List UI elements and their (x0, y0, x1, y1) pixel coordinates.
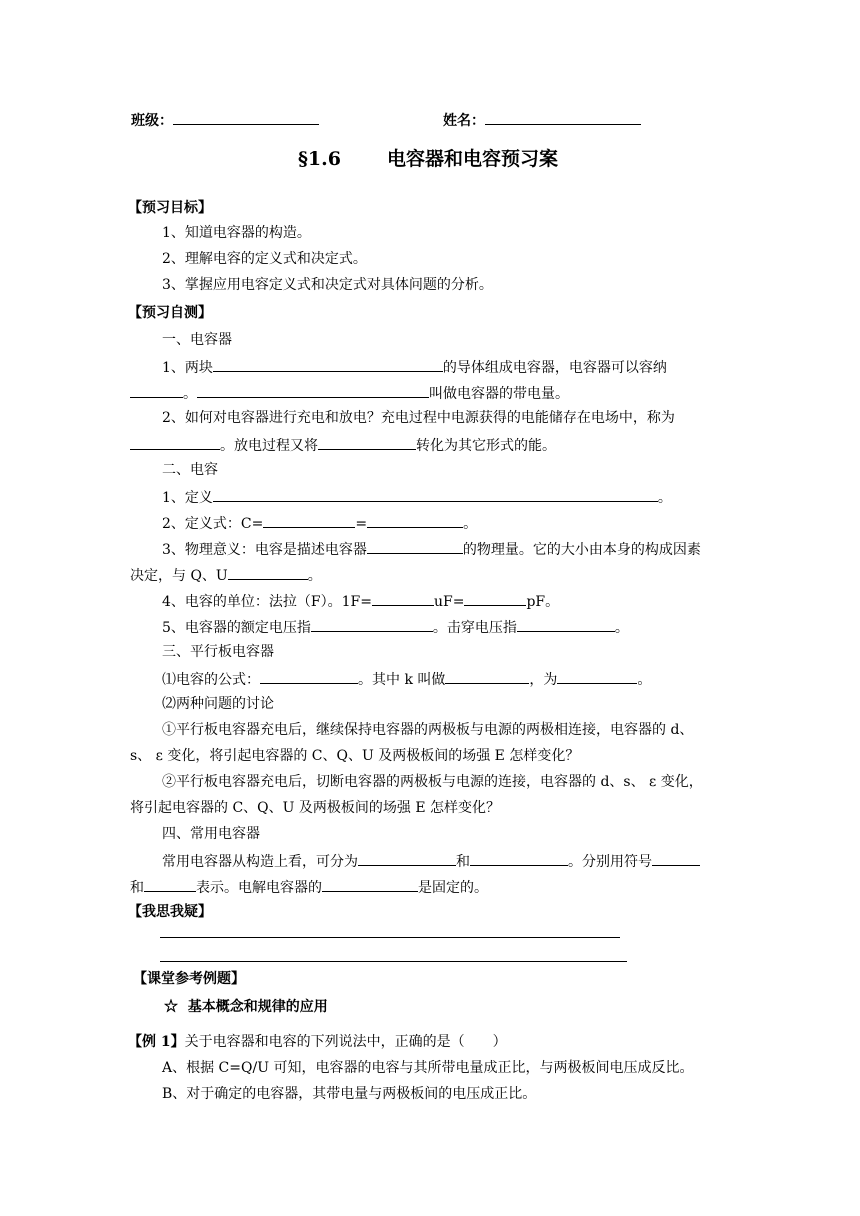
answer-blank[interactable] (213, 357, 443, 372)
title-text: 电容器和电容预习案 (387, 148, 559, 170)
question-line: 和 表示。电解电容器的 是固定的。 (130, 877, 488, 897)
goal-item: 2、理解电容的定义式和决定式。 (162, 251, 367, 267)
answer-blank[interactable] (197, 383, 429, 398)
question-line: 3、物理意义：电容是描述电容器 的物理量。它的大小由本身的构成因素 (162, 539, 701, 559)
section-title-common: 四、常用电容器 (162, 826, 260, 842)
question-line: ②平行板电容器充电后，切断电容器的两极板与电源的连接，电容器的 d、s、 ε 变化， (162, 774, 703, 790)
option-a: A、根据 C=Q/U 可知，电容器的电容与其所带电量成正比，与两极板间电压成反比。 (162, 1060, 694, 1076)
doubt-line[interactable] (160, 961, 627, 962)
answer-blank[interactable] (263, 513, 355, 528)
answer-blank[interactable] (130, 383, 183, 398)
answer-blank[interactable] (372, 591, 434, 606)
answer-blank[interactable] (213, 487, 658, 502)
question-line: 将引起电容器的 C、Q、U 及两极板间的场强 E 怎样变化？ (130, 800, 501, 816)
examples-heading: 【课堂参考例题】 (133, 971, 245, 987)
name-field (443, 110, 641, 130)
examples-subheading: ☆ 基本概念和规律的应用 (164, 999, 328, 1015)
option-b: B、对于确定的电容器，其带电量与两极板间的电压成正比。 (162, 1086, 537, 1102)
answer-blank[interactable] (130, 435, 220, 450)
question-line: 常用电容器从构造上看，可分为 和 。分别用符号 (162, 851, 700, 871)
answer-blank[interactable] (144, 877, 196, 892)
answer-blank[interactable] (322, 877, 418, 892)
section-title-parallel-plate: 三、平行板电容器 (162, 644, 274, 660)
answer-blank[interactable] (470, 851, 568, 866)
answer-blank[interactable] (260, 669, 358, 684)
class-blank[interactable] (173, 110, 319, 125)
answer-blank[interactable] (311, 617, 433, 632)
question-line: 5、电容器的额定电压指 。击穿电压指 。 (162, 617, 629, 637)
question-line: 4、电容的单位：法拉（F）。1F= uF= pF。 (162, 591, 559, 611)
star-icon: ☆ (164, 999, 178, 1015)
question-line: ①平行板电容器充电后，继续保持电容器的两极板与电源的两极相连接，电容器的 d、 (162, 722, 694, 738)
answer-blank[interactable] (652, 851, 700, 866)
section-title-capacitance: 二、电容 (162, 462, 218, 478)
question-line: 1、定义 。 (162, 487, 672, 507)
selftest-heading: 【预习自测】 (128, 305, 212, 321)
name-blank[interactable] (485, 110, 641, 125)
goal-item: 3、掌握应用电容定义式和决定式对具体问题的分析。 (162, 277, 493, 293)
answer-blank[interactable] (367, 513, 463, 528)
answer-blank[interactable] (557, 669, 637, 684)
question-line: 2、如何对电容器进行充电和放电？充电过程中电源获得的电能储存在电场中，称为 (162, 410, 675, 426)
goals-heading: 【预习目标】 (128, 200, 212, 216)
doubts-heading: 【我思我疑】 (128, 904, 212, 920)
answer-blank[interactable] (445, 669, 529, 684)
answer-blank[interactable] (367, 539, 463, 554)
goal-item: 1、知道电容器的构造。 (162, 225, 311, 241)
question-line: 2、定义式：C= = 。 (162, 513, 477, 533)
class-field (131, 110, 319, 130)
example-question: 关于电容器和电容的下列说法中，正确的是（ ） (184, 1034, 507, 1050)
question-line: 决定，与 Q、U 。 (130, 565, 322, 585)
question-line: 。 叫做电容器的带电量。 (130, 383, 569, 403)
section-number: §1.6 (298, 148, 341, 170)
answer-blank[interactable] (318, 435, 416, 450)
question-line: 1、两块 的导体组成电容器，电容器可以容纳 (162, 357, 667, 377)
name-label: 姓名： (443, 113, 485, 129)
question-line: ⑴电容的公式： 。其中 k 叫做 ，为 。 (162, 669, 651, 689)
answer-blank[interactable] (517, 617, 615, 632)
question-line: ⑵两种问题的讨论 (162, 696, 274, 712)
class-label: 班级： (131, 113, 173, 129)
doubt-line[interactable] (160, 937, 620, 938)
example-1 (128, 1033, 507, 1051)
answer-blank[interactable] (228, 565, 308, 580)
answer-blank[interactable] (464, 591, 526, 606)
page-title (298, 144, 558, 171)
question-line: 。放电过程又将 转化为其它形式的能。 (130, 435, 556, 455)
answer-blank[interactable] (358, 851, 456, 866)
section-title-capacitor: 一、电容器 (162, 332, 232, 348)
example-label: 【例 1】 (128, 1034, 185, 1050)
question-line: s、 ε 变化，将引起电容器的 C、Q、U 及两极板间的场强 E 怎样变化？ (130, 748, 580, 764)
